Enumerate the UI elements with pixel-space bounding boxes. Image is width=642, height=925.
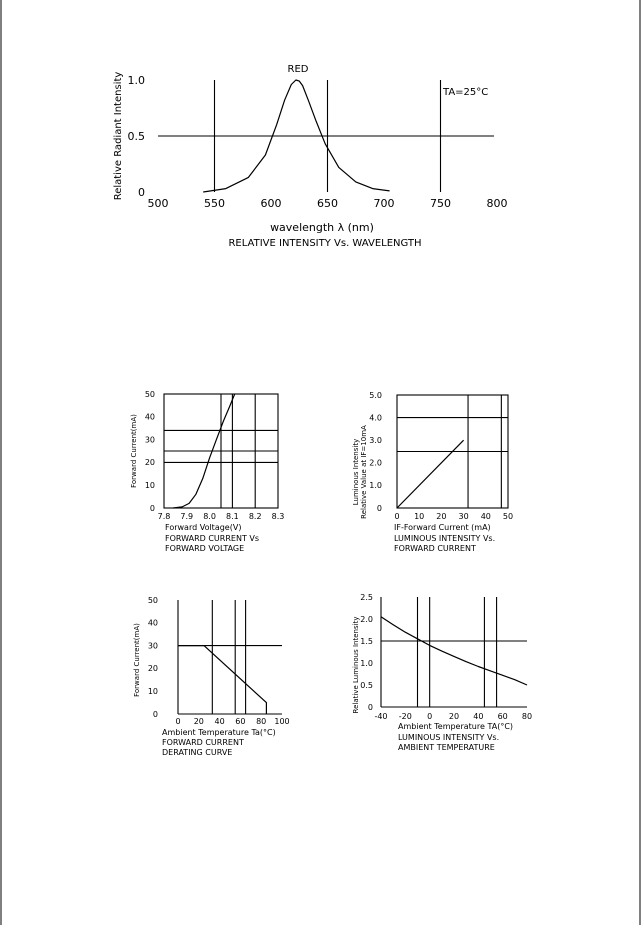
x-tick-label: 0 (175, 717, 181, 726)
x-tick-label: 8.3 (271, 512, 285, 521)
y-tick-label: 20 (144, 458, 155, 468)
annotation-label: RED (287, 64, 309, 75)
y-axis-label: Relative Luminous Intensity (352, 616, 360, 714)
y-tick-label: 30 (147, 641, 158, 651)
x-tick-label: 20 (448, 712, 460, 721)
x-tick-label: 10 (414, 512, 425, 521)
chart-5 (352, 593, 532, 752)
chart-title: FORWARD CURRENT (394, 544, 476, 553)
x-tick-label: 40 (473, 712, 484, 721)
x-tick-label: 500 (147, 197, 169, 210)
y-tick-label: 1.0 (127, 73, 145, 87)
chart-3 (352, 391, 513, 553)
y-tick-label: 20 (147, 664, 158, 674)
y-tick-label: 50 (144, 389, 155, 399)
x-tick-label: 100 (274, 717, 290, 726)
y-tick-label: 10 (147, 687, 158, 696)
x-tick-label: 8.2 (248, 512, 262, 521)
annotation-label: TA=25°C (443, 87, 489, 98)
y-axis-label: Relative Radiant Intensity (113, 71, 124, 201)
x-tick-label: 600 (260, 197, 282, 210)
x-tick-label: 7.9 (180, 512, 194, 521)
y-tick-label: 1.5 (360, 636, 373, 646)
y-tick-label: 2.0 (360, 614, 373, 624)
y-tick-label: 40 (144, 412, 155, 422)
series-line (381, 617, 527, 685)
chart-title: DERATING CURVE (162, 748, 233, 757)
y-tick-label: 0.5 (127, 129, 145, 143)
chart-title: LUMINOUS INTENSITY Vs. (394, 534, 496, 543)
x-tick-label: 80 (256, 717, 267, 726)
x-tick-label: 8.1 (226, 512, 239, 521)
chart-title: LUMINOUS INTENSITY Vs. (398, 733, 500, 742)
x-tick-label: 550 (204, 197, 225, 210)
y-tick-label: 1.0 (369, 481, 382, 491)
x-axis-label: wavelength λ (nm) (270, 221, 374, 234)
chart-title: FORWARD VOLTAGE (165, 544, 245, 553)
x-tick-label: -20 (398, 712, 412, 721)
y-tick-label: 0 (376, 503, 382, 513)
y-tick-label: 3.0 (369, 436, 382, 445)
x-axis-label: Forward Voltage(V) (165, 523, 242, 532)
x-tick-label: 50 (502, 512, 514, 521)
y-tick-label: 0.5 (360, 680, 373, 690)
y-axis-label: Relative Value at IF=10mA (360, 425, 368, 519)
chart-title: AMBIENT TEMPERATURE (398, 743, 495, 752)
y-tick-label: 0 (149, 503, 155, 513)
y-tick-label: 50 (147, 595, 158, 605)
x-tick-label: 800 (486, 197, 508, 210)
x-tick-label: 700 (373, 197, 395, 210)
y-tick-label: 0 (152, 709, 158, 719)
x-tick-label: 60 (235, 717, 246, 726)
x-tick-label: 20 (193, 717, 204, 726)
x-tick-label: 60 (497, 712, 508, 721)
series-line (397, 440, 464, 508)
x-tick-label: 20 (436, 512, 447, 521)
x-tick-label: 7.8 (157, 512, 171, 521)
chart-title: FORWARD CURRENT (162, 738, 244, 747)
y-tick-label: 30 (144, 435, 155, 445)
y-tick-label: 2.5 (360, 592, 373, 602)
x-tick-label: -40 (374, 712, 388, 721)
x-tick-label: 80 (521, 712, 533, 721)
y-tick-label: 1.0 (360, 658, 373, 668)
chart-title: FORWARD CURRENT Vs (165, 534, 260, 543)
series-line (178, 646, 266, 714)
x-tick-label: 40 (214, 717, 225, 726)
y-axis-label: Forward Current(mA) (133, 623, 141, 697)
x-tick-label: 40 (480, 512, 491, 521)
chart-4 (133, 596, 290, 757)
x-tick-label: 8.0 (203, 512, 216, 521)
x-axis-label: Ambient Temperature Ta(°C) (162, 728, 276, 737)
y-tick-label: 5.0 (369, 390, 382, 400)
y-tick-label: 0 (138, 185, 145, 199)
y-tick-label: 0 (367, 702, 373, 712)
x-tick-label: 0 (427, 712, 433, 721)
y-tick-label: 10 (144, 481, 155, 490)
y-axis-label: Forward Current(mA) (130, 414, 138, 488)
x-tick-label: 750 (430, 197, 451, 210)
x-axis-label: Ambient Temperature TA(°C) (398, 722, 514, 731)
x-tick-label: 0 (394, 512, 400, 521)
x-tick-label: 30 (458, 512, 469, 521)
y-axis-label: Luminous Intensity (352, 438, 360, 506)
chart-1 (113, 64, 508, 249)
x-axis-label: IF-Forward Current (mA) (394, 523, 491, 532)
chart-2 (130, 390, 284, 553)
y-tick-label: 4.0 (369, 413, 382, 423)
chart-title: RELATIVE INTENSITY Vs. WAVELENGTH (228, 238, 422, 249)
y-tick-label: 40 (147, 618, 158, 628)
y-tick-label: 2.0 (369, 458, 382, 468)
x-tick-label: 650 (317, 197, 338, 210)
